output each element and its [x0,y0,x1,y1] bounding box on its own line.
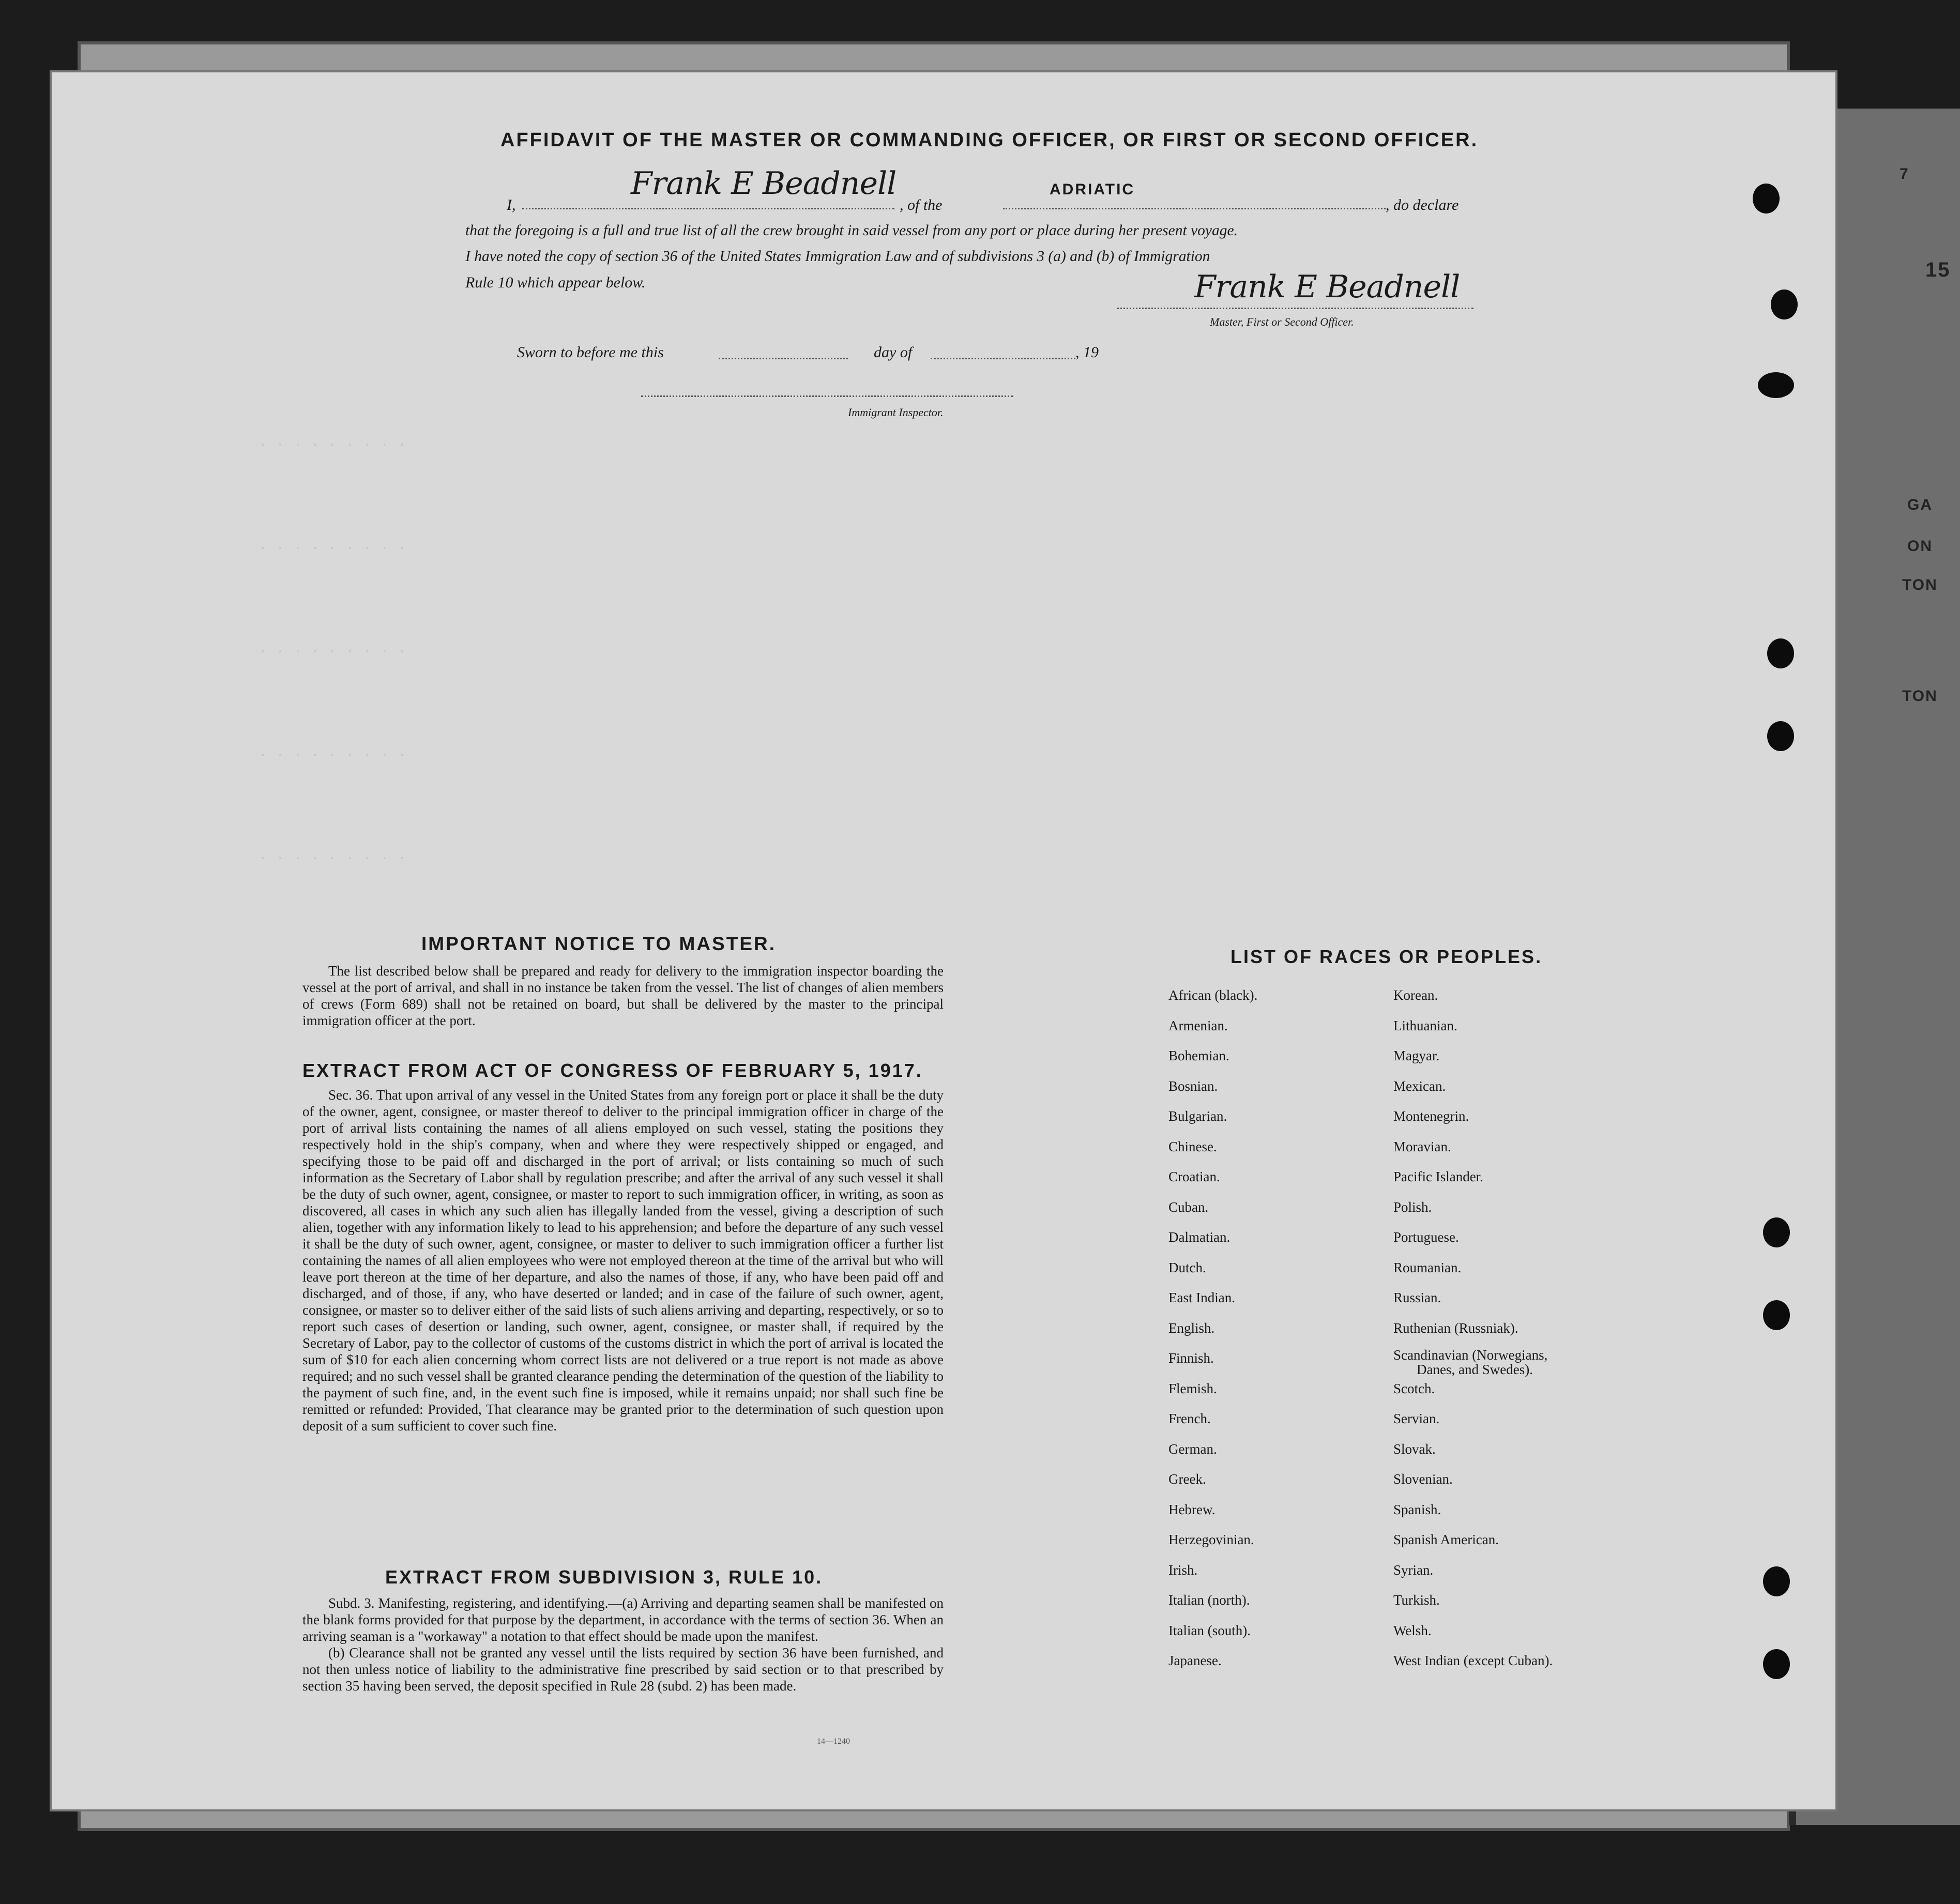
races-left-column [1168,985,1257,1681]
binder-hole [1753,184,1780,214]
rule-body: Subd. 3. Manifesting, registering, and identifying.—(a) Arriving and departing seamen shall be manifested on the blank forms provided for that purpose by the department, in accordance with the terms of section 36. When an arriving seaman is a "workaway" a notation to that effect should be made upon the manifest. (b) Clearance shall not be granted any vessel until the lists required by section 36 have been furnished, and not then unless notice of liability to the administrative fine prescribed by said section or to that prescribed by section 35 having been served, the deposit specified in Rule 28 (subd. 2) has been made. [302,1595,944,1694]
affidavit-heading: AFFIDAVIT OF THE MASTER OR COMMANDING OFFICER, OR FIRST OR SECOND OFFICER. [500,129,1479,151]
sworn-prefix: Sworn to before me this [517,344,664,361]
binder-hole [1758,372,1794,398]
bleed-through: . . . . . . . . . [259,538,406,554]
day-of-label: day of [874,344,913,361]
race-item: Armenian. [1168,1017,1228,1033]
race-item: German. [1168,1441,1217,1457]
inspector-caption: Immigrant Inspector. [848,406,944,419]
year-prefix: , 19 [1075,344,1099,361]
race-item: Pacific Islander. [1393,1169,1483,1184]
races-right-column [1393,985,1553,1681]
race-item: Cuban. [1168,1199,1209,1215]
binder-hole [1767,638,1794,668]
do-declare-label: , do declare [1386,196,1459,214]
race-item: Flemish. [1168,1380,1217,1396]
race-item: Finnish. [1168,1350,1214,1366]
race-item: Dutch. [1168,1259,1206,1275]
race-item: Lithuanian. [1393,1017,1457,1033]
race-item: Spanish. [1393,1501,1441,1517]
binder-hole [1763,1217,1790,1247]
race-item: Servian. [1393,1411,1440,1426]
race-item: Moravian. [1393,1138,1451,1154]
race-item: Slovak. [1393,1441,1436,1457]
notice-heading: IMPORTANT NOTICE TO MASTER. [421,933,777,954]
edge-fragment: ON [1907,538,1933,555]
race-item: West Indian (except Cuban). [1393,1653,1553,1668]
race-item: Russian. [1393,1290,1441,1305]
declarant-signature: Frank E Beadnell [631,165,897,202]
race-item: Montenegrin. [1393,1108,1469,1124]
race-item: East Indian. [1168,1290,1235,1305]
race-item: Japanese. [1168,1653,1222,1668]
binder-hole [1767,721,1794,751]
officer-caption: Master, First or Second Officer. [1210,315,1354,328]
notice-body: The list described below shall be prepared and ready for delivery to the immigration inspector boarding the vessel at the port of arrival, and shall in no instance be taken from the vessel. The list of changes of alien members of crews (Form 689) shall not be retained on board, but shall be delivered by the master to the principal immigration officer at the port. [302,963,944,1028]
race-item: Ruthenian (Russniak). [1393,1320,1518,1336]
of-the-label: , of the [900,196,943,214]
race-item: Dalmatian. [1168,1229,1230,1245]
rule-heading: EXTRACT FROM SUBDIVISION 3, RULE 10. [385,1566,823,1588]
race-item: Scandinavian (Norwegians, [1393,1347,1548,1363]
race-item: Slovenian. [1393,1471,1453,1487]
race-item: Roumanian. [1393,1259,1462,1275]
race-item: English. [1168,1320,1215,1336]
bleed-through: . . . . . . . . . [259,848,406,864]
binder-hole [1763,1566,1790,1596]
race-item: Hebrew. [1168,1501,1215,1517]
race-item: Italian (north). [1168,1592,1250,1608]
binder-hole [1763,1649,1790,1679]
edge-fragment: TON [1902,576,1938,593]
binder-hole [1771,290,1798,319]
vessel-name: ADRIATIC [1050,181,1135,198]
edge-fragment: TON [1902,688,1938,705]
bleed-through: . . . . . . . . . [259,744,406,760]
form-code: 14—1240 [817,1737,850,1746]
race-item: Greek. [1168,1471,1206,1487]
manifest-page [52,72,1835,1809]
binder-hole [1763,1300,1790,1330]
race-item: Herzegovinian. [1168,1532,1254,1547]
bleed-through: . . . . . . . . . [259,434,406,450]
race-item: Magyar. [1393,1048,1440,1063]
race-item: Bosnian. [1168,1078,1218,1094]
race-item: Italian (south). [1168,1622,1251,1638]
edge-fragment: GA [1907,496,1933,513]
race-item: Welsh. [1393,1622,1432,1638]
bleed-through: . . . . . . . . . [259,641,406,657]
race-item: Irish. [1168,1562,1198,1578]
race-item: Korean. [1393,987,1438,1003]
race-item: Bohemian. [1168,1048,1229,1063]
race-item: Portuguese. [1393,1229,1459,1245]
race-item: Croatian. [1168,1169,1220,1184]
race-item: Bulgarian. [1168,1108,1227,1124]
race-item: Turkish. [1393,1592,1440,1608]
race-item: French. [1168,1411,1211,1426]
race-item: Spanish American. [1393,1532,1499,1547]
edge-fragment: 7 [1900,165,1909,182]
race-item: African (black). [1168,987,1258,1003]
affidavit-line1-prefix: I, [507,196,516,214]
act-body: Sec. 36. That upon arrival of any vessel in the United States from any foreign port or place it shall be the duty of the owner, agent, consignee, or master thereof to deliver to the principal immigration officer in charge of the port of arrival lists containing the names of all aliens employed on such vessel, stating the positions they respectively hold in the ship's company, when and where they were respectively shipped or engaged, and specifying those to be paid off and discharged in the port of arrival; or lists containing so much of such information as the Secretary of Labor shall by regulation prescribe; and after the arrival of any such vessel it shall be the duty of such owner, agent, consignee, or master to report to such immigration officer, in writing, as soon as discovered, all cases in which any such alien has illegally landed from the vessel, giving a description of such alien, together with any information likely to lead to his apprehension; and before the departure of any such vessel it shall be the duty of such owner, agent, consignee, or master to deliver to such immigration officer a further list containing the names of all alien employees who were not employed thereon at the time of the arrival but who will leave port thereon at the time of her departure, and also the names of those, if any, who have been paid off and discharged, and of those, if any, who have deserted or landed; and in case of the failure of such owner, agent, consignee, or master so to deliver either of the said lists of such aliens arriving and departing, respectively, or so to report such cases of desertion or landing, such owner, agent, consignee, or master shall, if required by the Secretary of Labor, pay to the collector of customs of the customs district in which the port of arrival is located the sum of $10 for each alien concerning whom correct lists are not delivered or a true report is not made as above required; and no such vessel shall be granted clearance pending the determination of the question of the liability to the payment of such fine, and, in the event such fine is imposed, while it remains unpaid; nor shall such fine be remitted or refunded: Provided, That clearance may be granted prior to the determination of such question upon deposit of a sum sufficient to cover such fine. [302,1087,944,1434]
races-heading: LIST OF RACES OR PEOPLES. [1230,946,1543,967]
officer-signature: Frank E Beadnell [1194,269,1460,305]
race-item: Syrian. [1393,1562,1434,1578]
race-item: Danes, and Swedes). [1417,1362,1533,1377]
affidavit-line2: that the foregoing is a full and true list of all the crew brought in said vessel from any port or place during her present voyage. [465,222,1238,239]
race-item: Chinese. [1168,1138,1217,1154]
edge-fragment: 15 [1925,258,1951,281]
race-item: Polish. [1393,1199,1432,1215]
affidavit-line4: Rule 10 which appear below. [465,274,646,291]
affidavit-line3: I have noted the copy of section 36 of the United States Immigration Law and of subdivisions 3 (a) and (b) of Immigration [465,248,1210,265]
race-item: Scotch. [1393,1380,1435,1396]
race-item: Mexican. [1393,1078,1446,1094]
act-heading: EXTRACT FROM ACT OF CONGRESS OF FEBRUARY 5, 1917. [302,1060,923,1081]
